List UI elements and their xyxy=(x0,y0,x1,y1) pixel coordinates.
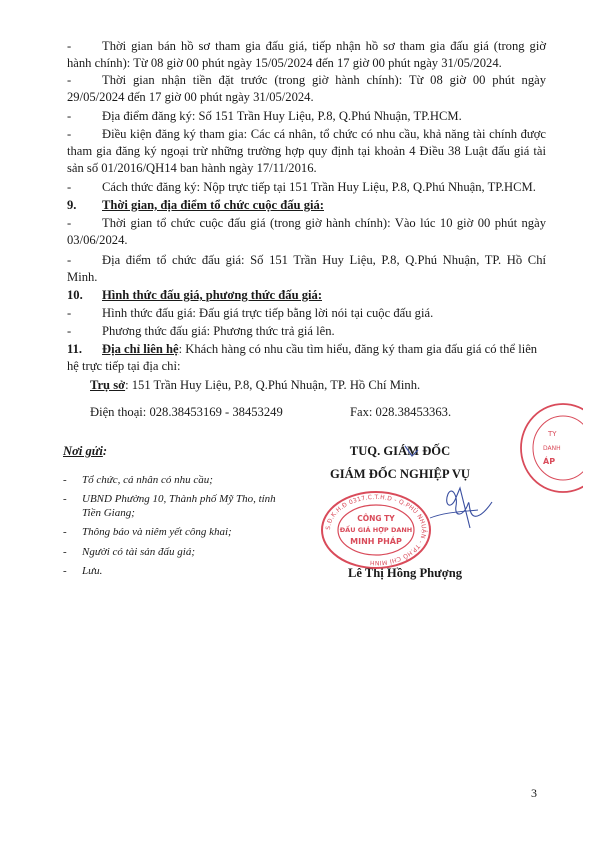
sec11-text-line2: hệ trực tiếp tại địa chỉ: xyxy=(67,359,181,373)
bullet-dash: - xyxy=(67,324,72,338)
svg-text:ÁP: ÁP xyxy=(543,457,556,466)
sec8-item2-line1: Thời gian nhận tiền đặt trước (trong giờ hành chính): Từ 08 giờ 00 phút ngày xyxy=(102,73,546,87)
seal-ring-text: S.Đ.K.H.Đ 0317.C.T.H.D - Q.PHÚ NHUẬN - TP.HỒ CHÍ MINH xyxy=(324,493,428,567)
sec9-heading: Thời gian, địa điểm tổ chức cuộc đấu giá: xyxy=(102,198,324,212)
recipients-label-row xyxy=(63,443,107,459)
bullet-dash: - xyxy=(67,73,72,87)
bullet-dash: - xyxy=(67,127,72,141)
sec9-item1-line1: Thời gian tổ chức cuộc đấu giá (trong giờ hành chính): Vào lúc 10 giờ 00 phút ngày xyxy=(102,216,546,230)
sec8-item4-line3: sản số 01/2016/QH14 ban hành ngày 17/11/2016. xyxy=(67,161,317,175)
bullet-dash: - xyxy=(63,493,67,505)
sec11-number: 11. xyxy=(67,342,83,356)
partial-seal xyxy=(515,398,583,498)
recipient-5: Lưu. xyxy=(82,565,103,577)
phone-number: Điện thoại: 028.38453169 - 38453249 xyxy=(90,405,283,419)
sec10-item1: Hình thức đấu giá: Đấu giá trực tiếp bằng lời nói tại cuộc đấu giá. xyxy=(102,306,434,320)
sec11-text-line1: : Khách hàng có nhu cầu tìm hiểu, đăng ký tham gia đấu giá có thể liên xyxy=(178,342,538,356)
company-seal xyxy=(316,486,436,574)
sec11-line1 xyxy=(102,341,546,357)
sec11-heading: Địa chỉ liên hệ xyxy=(102,342,179,356)
bullet-dash: - xyxy=(63,565,67,577)
office-label: Trụ sở xyxy=(90,378,126,392)
recipient-2-line1: UBND Phường 10, Thành phố Mỹ Tho, tỉnh xyxy=(82,493,276,505)
bullet-dash: - xyxy=(63,474,67,486)
seal-line2: ĐẤU GIÁ HỢP DANH xyxy=(339,526,413,534)
signature-line1: TUQ. GIÁM ĐỐC xyxy=(349,444,451,458)
sec9-number: 9. xyxy=(67,198,77,212)
signer-name: Lê Thị Hồng Phượng xyxy=(347,566,463,580)
sec8-item1-line1: Thời gian bán hồ sơ tham gia đấu giá, tiếp nhận hồ sơ tham gia đấu giá (trong giờ xyxy=(102,39,546,53)
recipient-3: Thông báo và niêm yết công khai; xyxy=(82,526,232,538)
sec8-item4-line1: Điều kiện đăng ký tham gia: Các cá nhân, tổ chức có nhu cầu, khả năng tài chính được xyxy=(102,127,546,141)
sec9-item2-line1: Địa điểm tổ chức đấu giá: Số 151 Trần Huy Liệu, P.8, Q.Phú Nhuận, TP. Hồ Chí xyxy=(102,253,546,267)
bullet-dash: - xyxy=(67,253,72,267)
recipients-colon: : xyxy=(102,444,108,458)
sec10-item2: Phương thức đấu giá: Phương thức trả giá lên. xyxy=(102,324,335,338)
sec8-item2-line2: 29/05/2024 đến 17 giờ 00 phút ngày 31/05/2024. xyxy=(67,90,314,104)
sec9-item2-line2: Minh. xyxy=(67,270,98,284)
bullet-dash: - xyxy=(63,526,67,538)
office-text: : 151 Trần Huy Liệu, P.8, Q.Phú Nhuận, TP. Hồ Chí Minh. xyxy=(125,378,421,392)
bullet-dash: - xyxy=(67,216,72,230)
office-address xyxy=(90,377,420,393)
bullet-dash: - xyxy=(63,546,67,558)
sec8-item3: Địa điểm đăng ký: Số 151 Trần Huy Liệu, P.8, Q.Phú Nhuận, TP.HCM. xyxy=(102,109,462,123)
page-number: 3 xyxy=(531,786,537,800)
sec8-item4-line2: tham gia đăng ký ngoại trừ những trường hợp quy định tại khoản 4 Điều 38 Luật đấu giá tài xyxy=(67,144,546,158)
sec10-number: 10. xyxy=(67,288,83,302)
bullet-dash: - xyxy=(67,180,72,194)
recipient-2-line2: Tiền Giang; xyxy=(82,507,135,519)
bullet-dash: - xyxy=(67,306,72,320)
seal-line3: MINH PHÁP xyxy=(350,537,402,546)
svg-text:TY: TY xyxy=(548,430,557,438)
recipients-label: Nơi gửi xyxy=(63,444,103,458)
seal-line1: CÔNG TY xyxy=(357,514,395,523)
sec10-heading: Hình thức đấu giá, phương thức đấu giá: xyxy=(102,288,323,302)
svg-text:DANH: DANH xyxy=(543,445,561,452)
bullet-dash: - xyxy=(67,109,72,123)
recipient-4: Người có tài sản đấu giá; xyxy=(82,546,196,558)
sec9-item1-line2: 03/06/2024. xyxy=(67,233,128,247)
recipient-1: Tổ chức, cá nhân có nhu cầu; xyxy=(82,474,213,486)
fax-number: Fax: 028.38453363. xyxy=(350,405,452,419)
signature-line2: GIÁM ĐỐC NGHIỆP VỤ xyxy=(329,467,471,481)
bullet-dash: - xyxy=(67,39,72,53)
sec8-item1-line2: hành chính): Từ 08 giờ 00 phút ngày 15/05/2024 đến 17 giờ 00 phút ngày 31/05/2024. xyxy=(67,56,502,70)
sec8-item5: Cách thức đăng ký: Nộp trực tiếp tại 151 Trần Huy Liệu, P.8, Q.Phú Nhuận, TP.HCM. xyxy=(102,180,536,194)
